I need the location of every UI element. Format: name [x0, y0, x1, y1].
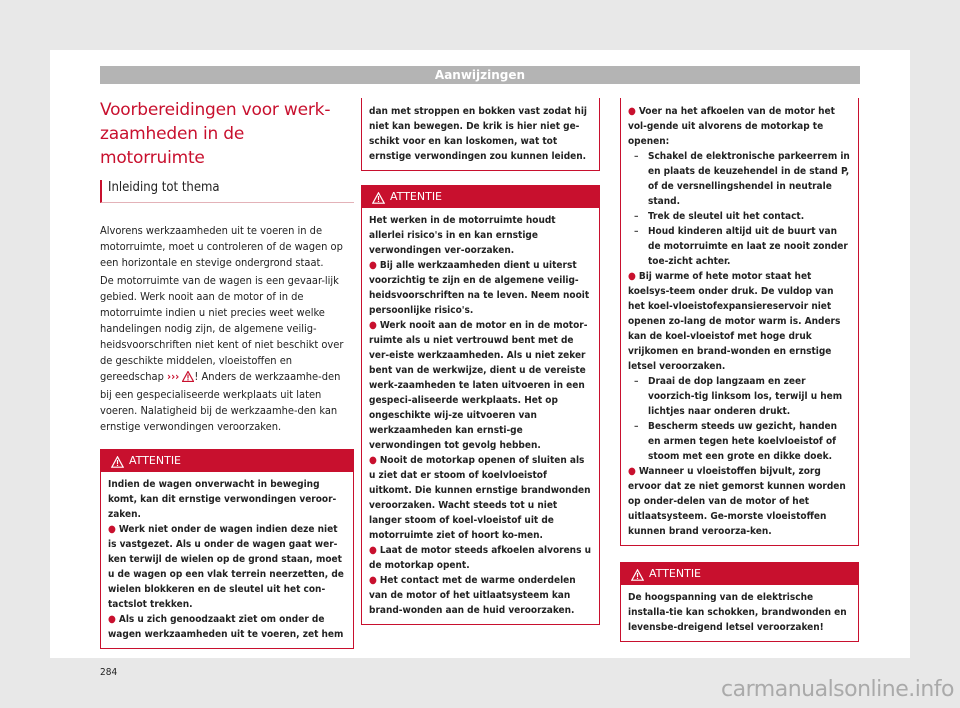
warning-label: ATTENTIE [649, 567, 702, 580]
column-left [100, 98, 354, 649]
column-middle [361, 98, 600, 625]
warning-triangle-icon [631, 567, 644, 589]
warning-label: ATTENTIE [129, 454, 182, 467]
warning-subitem: – Schakel de elektronische parkeerrem in en plaats de keuzehendel in de stand P, of de versnellingshendel in neutrale stand. [634, 151, 850, 207]
warning-bullet: ● Werk niet onder de wagen indien deze niet is vastgezet. Als u onder de wagen gaat wer-ken terwijl de wielen op de grond staan, moet u de wagen op een vlak terrein neerzetten, de wielen blokkeren en de sleutel uit het con-tactslot trekken. [108, 524, 344, 610]
bullet-dot-icon: ● [369, 455, 377, 466]
warning-bullet: ● Wanneer u vloeistoffen bijvult, zorg ervoor dat ze niet gemorst kunnen worden op onder-delen van de motor of het uitlaatsysteem. Ge-morste vloeistoffen kunnen brand veroorza-ken. [628, 466, 846, 537]
warning-box-high-voltage [620, 562, 859, 642]
intro-paragraph: Alvorens werkzaamheden uit te voeren in de motorruimte, moet u controleren of de wagen op een horizontale en stevige ondergrond staat. [100, 224, 343, 269]
warning-triangle-icon [372, 190, 385, 212]
warning-box-body [621, 585, 858, 641]
warning-bullet: ● Als u zich genoodzaakt ziet om onder de wagen werkzaamheden uit te voeren, zet hem [108, 614, 344, 640]
warning-box-continued [620, 98, 859, 546]
warning-intro: Het werken in de motorruimte houdt allerlei risico's in en kan ernstige verwondingen ver-oorzaken. [369, 215, 556, 256]
section-title-line2: zaamheden in de motorruimte [100, 124, 245, 168]
warning-subitem: – Trek de sleutel uit het contact. [634, 211, 805, 222]
bullet-dot-icon: ● [369, 545, 377, 556]
warning-label: ATTENTIE [390, 190, 443, 203]
warning-bullet: ● Nooit de motorkap openen of sluiten als u ziet dat er stoom of koelvloeistof uitkomt. Die kunnen ernstige brandwonden veroorzaken. Wacht steeds tot u niet langer stoom of koel-vloeistof uit de motorruimte ziet of hoort ko-men. [369, 455, 591, 541]
warning-triangle-icon [182, 371, 194, 387]
warning-box-header [101, 450, 353, 472]
section-title [100, 98, 354, 170]
column-right [620, 98, 859, 642]
page-header: Aanwijzingen [100, 66, 860, 84]
warning-box-engine-bay [361, 185, 600, 625]
warning-bullet: ● Laat de motor steeds afkoelen alvorens u de motorkap opent. [369, 545, 591, 571]
warning-triangle-icon [111, 454, 124, 476]
watermark: carmanualsonline.info [721, 677, 954, 702]
warning-continued-text: dan met stroppen en bokken vast zodat hij niet kan bewegen. De krik is hier niet ge-schikt voor en kan loskomen, wat tot ernstige verwondingen zou kunnen leiden. [369, 106, 587, 162]
warning-box-continued [361, 98, 600, 171]
warning-box-header [362, 186, 599, 208]
section-subtitle: Inleiding tot thema [100, 180, 354, 203]
warning-subitem: – Draai de dop langzaam en zeer voorzich-tig linksom los, terwijl u hem lichtjes naar onderen drukt. [634, 376, 843, 417]
warning-bullet: ● Voer na het afkoelen van de motor het vol-gende uit alvorens de motorkap te openen: [628, 106, 835, 147]
warning-subitem: – Bescherm steeds uw gezicht, handen en armen tegen hete koelvloeistof of stoom met een grote en dikke doek. [634, 421, 838, 462]
bullet-dot-icon: ● [369, 260, 377, 271]
warning-intro: Indien de wagen onverwacht in beweging komt, kan dit ernstige verwondingen veroor-zaken. [108, 479, 337, 520]
warning-bullet: ● Bij warme of hete motor staat het koelsys-teem onder druk. De vuldop van het koel-vloeistofexpansiereservoir niet openen zo-lang de motor warm is. Anders kan de koel-vloeistof met hoge druk vrijkomen en brand-wonden en ernstige letsel veroorzaken. [628, 271, 841, 372]
bullet-dot-icon: ● [108, 524, 116, 535]
warning-text: De hoogspanning van de elektrische installa-tie kan schokken, brandwonden en levensbe-dreigend letsel veroorzaken! [628, 592, 847, 633]
danger-paragraph: De motorruimte van de wagen is een gevaar-lijk gebied. Werk nooit aan de motor of in de motorruimte indien u niet precies weet welke handelingen nodig zijn, de algemene veilig-heidsvoorschriften niet kent of niet beschikt over de geschikte middelen, vloeistoffen en gereedschap ››› ! Anders de werkzaamhe-den bij een gespecialiseerde werkplaats uit laten voeren. Nalatigheid bij de werkzaamhe-den kan ernstige verwondingen veroorzaken. [100, 274, 344, 433]
warning-box-body [362, 208, 599, 624]
warning-box-body [101, 472, 353, 648]
warning-bullet: ● Bij alle werkzaamheden dient u uiterst voorzichtig te zijn en de algemene veilig-heidsvoorschriften na te leven. Neem nooit persoonlijke risico's. [369, 260, 590, 316]
bullet-dot-icon: ● [369, 575, 377, 586]
bullet-dot-icon: ● [369, 320, 377, 331]
warning-subitem: – Houd kinderen altijd uit de buurt van de motorruimte en laat ze nooit zonder toe-zicht achter. [634, 226, 848, 267]
warning-box-body [362, 98, 599, 170]
warning-bullet: ● Het contact met de warme onderdelen van de motor of het uitlaatsysteem kan brand-wonden aan de huid veroorzaken. [369, 575, 576, 616]
warning-bullet: ● Werk nooit aan de motor en in de motor-ruimte als u niet vertrouwd bent met de ver-eiste werkzaamheden. Als u niet zeker bent van de werkwijze, dient u de vereiste werk-zaamheden te laten uitvoeren in een gespeci-aliseerde werkplaats. Het op ongeschikte wij-ze uitvoeren van werkzaamheden kan ernsti-ge verwondingen tot gevolg hebben. [369, 320, 588, 451]
page-number: 284 [100, 667, 118, 678]
warning-box-vehicle-movement [100, 449, 354, 649]
warning-box-body [621, 98, 858, 545]
bullet-dot-icon: ● [108, 614, 116, 625]
manual-page [50, 50, 910, 678]
reference-arrows[interactable]: ››› [167, 370, 180, 383]
section-title-line1: Voorbereidingen voor werk- [100, 100, 331, 120]
bullet-dot-icon: ● [628, 271, 636, 282]
warning-box-header [621, 563, 858, 585]
bullet-dot-icon: ● [628, 106, 636, 117]
bullet-dot-icon: ● [628, 466, 636, 477]
